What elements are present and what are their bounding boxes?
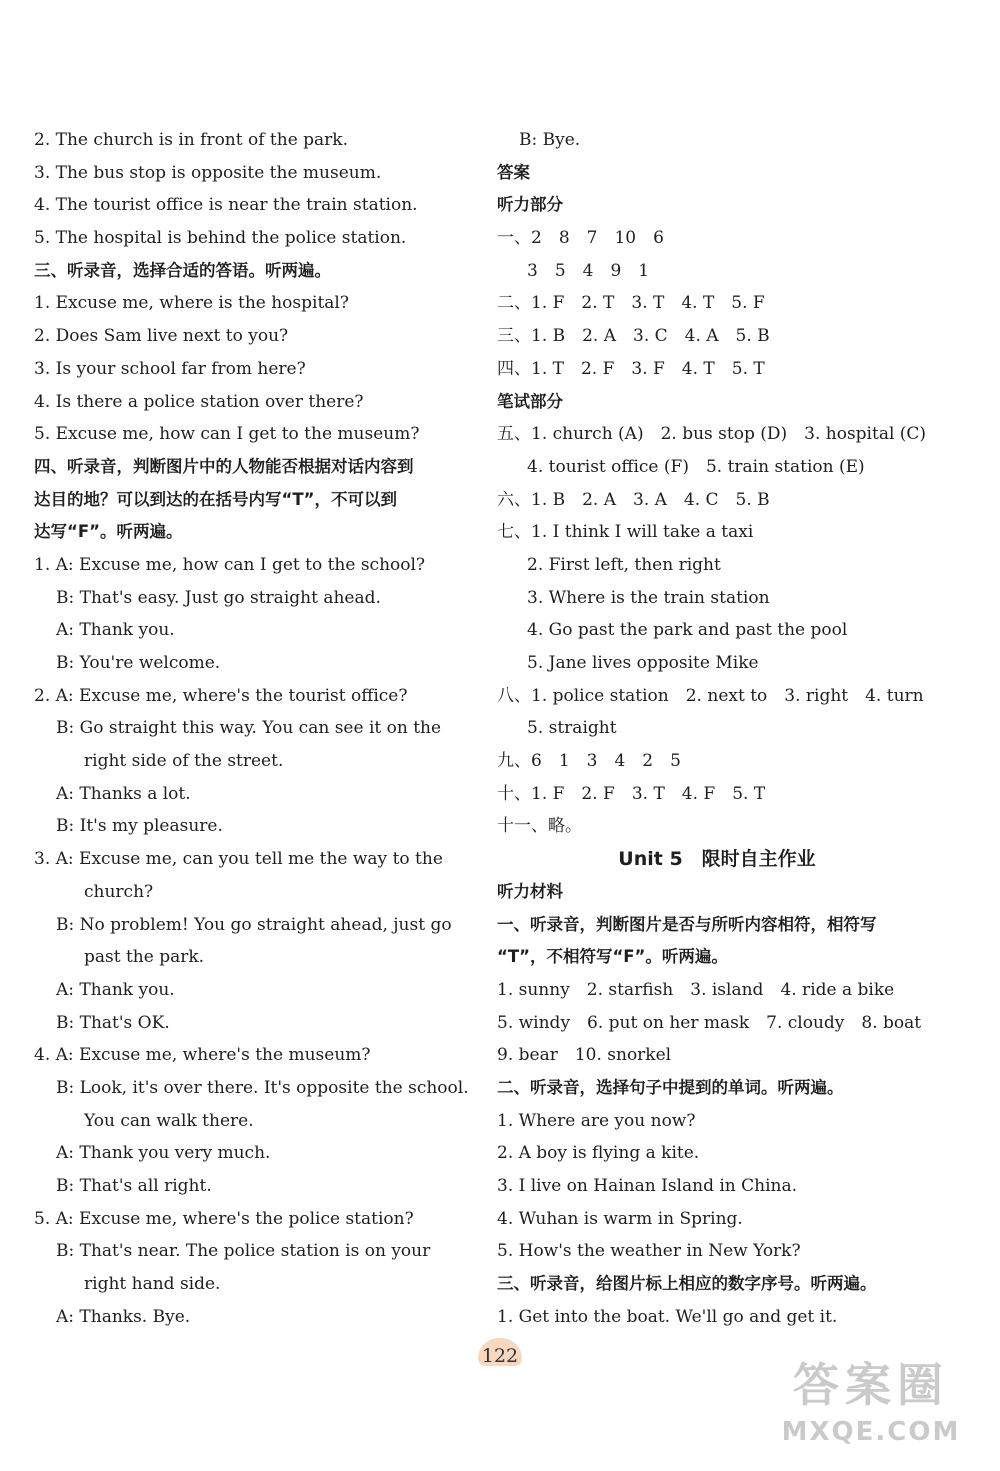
watermark-text: 答案圈 [793, 1358, 949, 1412]
text-line: 1. Get into the boat. We'll go and get it. [497, 1306, 838, 1327]
text-line: 1. Excuse me, where is the hospital? [34, 293, 349, 314]
right-column [497, 124, 937, 1333]
text-line: 5. How's the weather in New York? [497, 1241, 801, 1262]
text-line: 答案 [497, 162, 530, 182]
text-line: 3 5 4 9 1 [527, 260, 650, 281]
text-line: 4. A: Excuse me, where's the museum? [34, 1045, 371, 1066]
text-line: 达写“F”。听两遍。 [34, 522, 183, 542]
text-line: 4. Go past the park and past the pool [527, 620, 848, 641]
text-line: B: Go straight this way. You can see it on the [56, 718, 442, 739]
text-line: B: No problem! You go straight ahead, just go [56, 914, 452, 935]
text-line: right hand side. [84, 1274, 221, 1295]
text-line: 二、1. F 2. T 3. T 4. T 5. F [497, 293, 765, 314]
text-line: right side of the street. [84, 751, 284, 772]
text-line: 五、1. church (A) 2. bus stop (D) 3. hospital (C) [497, 424, 927, 445]
text-line: 一、2 8 7 10 6 [497, 228, 664, 249]
text-line: 2. A boy is flying a kite. [497, 1143, 700, 1164]
text-line: B: That's all right. [56, 1176, 212, 1196]
watermark-url: MXQE.COM [781, 1417, 961, 1447]
text-line: B: That's easy. Just go straight ahead. [56, 587, 381, 608]
text-line: 七、1. I think I will take a taxi [497, 522, 754, 543]
text-line: 八、1. police station 2. next to 3. right 4. turn [497, 685, 924, 706]
text-line: 一、听录音，判断图片是否与所听内容相符，相符写 [497, 914, 877, 934]
text-line: 3. I live on Hainan Island in China. [497, 1176, 798, 1196]
text-line: 4. Wuhan is warm in Spring. [497, 1208, 743, 1229]
text-line: 1. sunny 2. starfish 3. island 4. ride a bike [497, 979, 895, 1000]
text-line: 4. tourist office (F) 5. train station (E) [527, 456, 865, 477]
text-line: 3. The bus stop is opposite the museum. [34, 162, 382, 183]
text-line: 5. windy 6. put on her mask 7. cloudy 8. boat [497, 1012, 922, 1033]
text-line: 3. A: Excuse me, can you tell me the way to the [34, 849, 443, 870]
page-number: 122 [470, 1338, 530, 1370]
text-line: 二、听录音，选择句子中提到的单词。听两遍。 [497, 1077, 844, 1097]
text-line: 5. The hospital is behind the police station. [34, 228, 407, 249]
text-line: 三、听录音，给图片标上相应的数字序号。听两遍。 [497, 1274, 877, 1294]
text-line: A: Thank you very much. [56, 1143, 271, 1164]
text-line: 六、1. B 2. A 3. A 4. C 5. B [497, 489, 770, 510]
text-line: Unit 5 限时自主作业 [618, 848, 816, 871]
text-line: A: Thank you. [56, 979, 175, 1000]
text-line: 1. A: Excuse me, how can I get to the school? [34, 554, 426, 575]
text-line: B: It's my pleasure. [56, 816, 223, 837]
text-line: B: Look, it's over there. It's opposite the school. [56, 1077, 469, 1098]
text-line: A: Thanks a lot. [56, 783, 191, 804]
text-line: 9. bear 10. snorkel [497, 1045, 672, 1066]
text-line: 5. A: Excuse me, where's the police station? [34, 1208, 414, 1229]
text-line: “T”，不相符写“F”。听两遍。 [497, 947, 728, 967]
text-line: 达目的地？可以到达的在括号内写“T”，不可以到 [34, 489, 397, 509]
text-line: B: That's OK. [56, 1012, 170, 1033]
text-line: You can walk there. [84, 1110, 254, 1131]
text-line: 4. Is there a police station over there? [34, 391, 364, 412]
text-line: 2. The church is in front of the park. [34, 130, 349, 150]
text-line: 十、1. F 2. F 3. T 4. F 5. T [497, 783, 766, 804]
text-line: 听力部分 [497, 195, 563, 215]
text-line: past the park. [84, 947, 205, 968]
text-line: 三、听录音，选择合适的答语。听两遍。 [34, 260, 331, 280]
text-line: 听力材料 [497, 881, 563, 901]
text-line: 四、1. T 2. F 3. F 4. T 5. T [497, 358, 765, 379]
left-column [34, 124, 472, 1333]
watermark-logo [756, 1355, 986, 1465]
text-line: 九、6 1 3 4 2 5 [497, 751, 681, 772]
text-line: B: That's near. The police station is on your [56, 1241, 431, 1262]
text-line: A: Thank you. [56, 620, 175, 641]
text-line: church? [84, 881, 154, 902]
text-line: 1. Where are you now? [497, 1110, 696, 1131]
text-line: 笔试部分 [497, 391, 563, 411]
text-line: 5. Jane lives opposite Mike [527, 653, 759, 673]
text-line: 4. The tourist office is near the train station. [34, 195, 418, 216]
text-line: 四、听录音，判断图片中的人物能否根据对话内容到 [34, 456, 414, 476]
text-line: B: You're welcome. [56, 653, 221, 673]
text-line: 5. Excuse me, how can I get to the museum? [34, 424, 420, 445]
text-line: 3. Is your school far from here? [34, 358, 306, 379]
text-line: 2. First left, then right [527, 554, 721, 575]
text-line: 十一、略。 [497, 816, 582, 837]
text-line: 三、1. B 2. A 3. C 4. A 5. B [497, 326, 770, 347]
text-line: 2. Does Sam live next to you? [34, 326, 289, 347]
text-line: 5. straight [527, 718, 617, 739]
text-line: A: Thanks. Bye. [56, 1306, 191, 1327]
text-line: B: Bye. [519, 130, 581, 150]
text-line: 3. Where is the train station [527, 587, 770, 608]
text-line: 2. A: Excuse me, where's the tourist office? [34, 685, 408, 706]
